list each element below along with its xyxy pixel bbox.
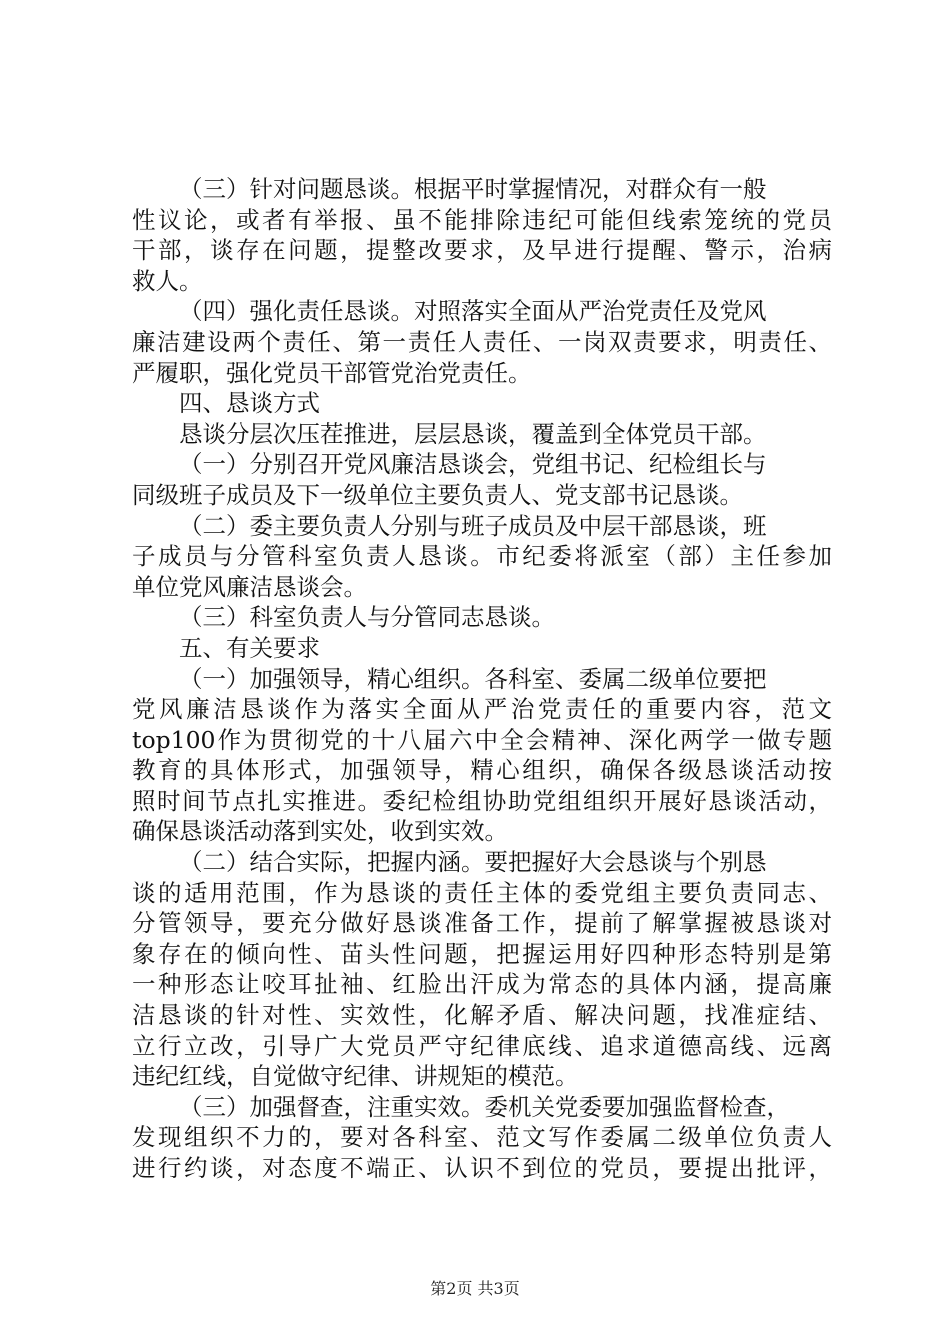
paragraph-line: 单位党风廉洁恳谈会。 (132, 572, 367, 601)
paragraph-line: 立行立改，引导广大党员严守纪律底线、追求道德高线、远离 (132, 1031, 832, 1060)
paragraph-line: 干部，谈存在问题，提整改要求，及早进行提醒、警示，治病 (132, 236, 832, 265)
section-heading: 五、有关要求 (179, 633, 320, 662)
paragraph-line: （二）结合实际，把握内涵。要把握好大会恳谈与个别恳 (179, 848, 767, 877)
paragraph-line: 子成员与分管科室负责人恳谈。市纪委将派室（部）主任参加 (132, 542, 832, 571)
paragraph-line: 性议论，或者有举报、虽不能排除违纪可能但线索笼统的党员 (132, 205, 832, 234)
document-body (132, 174, 832, 1184)
paragraph-line: 一种形态让咬耳扯袖、红脸出汗成为常态的具体内涵，提高廉 (132, 970, 832, 999)
paragraph-line: （二）委主要负责人分别与班子成员及中层干部恳谈，班 (179, 511, 767, 540)
paragraph-line: 洁恳谈的针对性、实效性，化解矛盾、解决问题，找准症结、 (132, 1001, 832, 1030)
paragraph-line: 进行约谈，对态度不端正、认识不到位的党员，要提出批评， (132, 1154, 832, 1182)
paragraph-line: 发现组织不力的，要对各科室、范文写作委属二级单位负责人 (132, 1123, 832, 1152)
paragraph-line: top100作为贯彻党的十八届六中全会精神、深化两学一做专题 (132, 725, 832, 754)
paragraph-line: 廉洁建设两个责任、第一责任人责任、一岗双责要求，明责任、 (132, 327, 832, 356)
paragraph-line: （四）强化责任恳谈。对照落实全面从严治党责任及党风 (179, 297, 767, 326)
paragraph-line: （三）科室负责人与分管同志恳谈。 (179, 603, 555, 632)
paragraph-line: 照时间节点扎实推进。委纪检组协助党组组织开展好恳谈活动， (132, 786, 832, 815)
paragraph-line: 恳谈分层次压茬推进，层层恳谈，覆盖到全体党员干部。 (179, 419, 767, 448)
paragraph-line: 党风廉洁恳谈作为落实全面从严治党责任的重要内容，范文 (132, 695, 832, 724)
paragraph-line: 谈的适用范围，作为恳谈的责任主体的委党组主要负责同志、 (132, 878, 832, 907)
paragraph-line: （三）针对问题恳谈。根据平时掌握情况，对群众有一般 (179, 175, 767, 203)
paragraph-line: 象存在的倾向性、苗头性问题，把握运用好四种形态特别是第 (132, 939, 832, 968)
paragraph-line: 违纪红线，自觉做守纪律、讲规矩的模范。 (132, 1062, 579, 1091)
paragraph-line: 同级班子成员及下一级单位主要负责人、党支部书记恳谈。 (132, 480, 743, 509)
paragraph-line: （一）加强领导，精心组织。各科室、委属二级单位要把 (179, 664, 767, 693)
paragraph-line: 救人。 (132, 266, 203, 295)
section-heading: 四、恳谈方式 (179, 389, 320, 418)
paragraph-line: 分管领导，要充分做好恳谈准备工作，提前了解掌握被恳谈对 (132, 909, 832, 938)
paragraph-line: （一）分别召开党风廉洁恳谈会，党组书记、纪检组长与 (179, 450, 767, 479)
paragraph-line: （三）加强督查，注重实效。委机关党委要加强监督检查， (179, 1092, 790, 1121)
paragraph-line: 教育的具体形式，加强领导，精心组织，确保各级恳谈活动按 (132, 756, 832, 785)
paragraph-line: 严履职，强化党员干部管党治党责任。 (132, 358, 532, 387)
page-number-footer: 第2页 共3页 (430, 1279, 520, 1298)
paragraph-line: 确保恳谈活动落到实处，收到实效。 (132, 817, 508, 846)
